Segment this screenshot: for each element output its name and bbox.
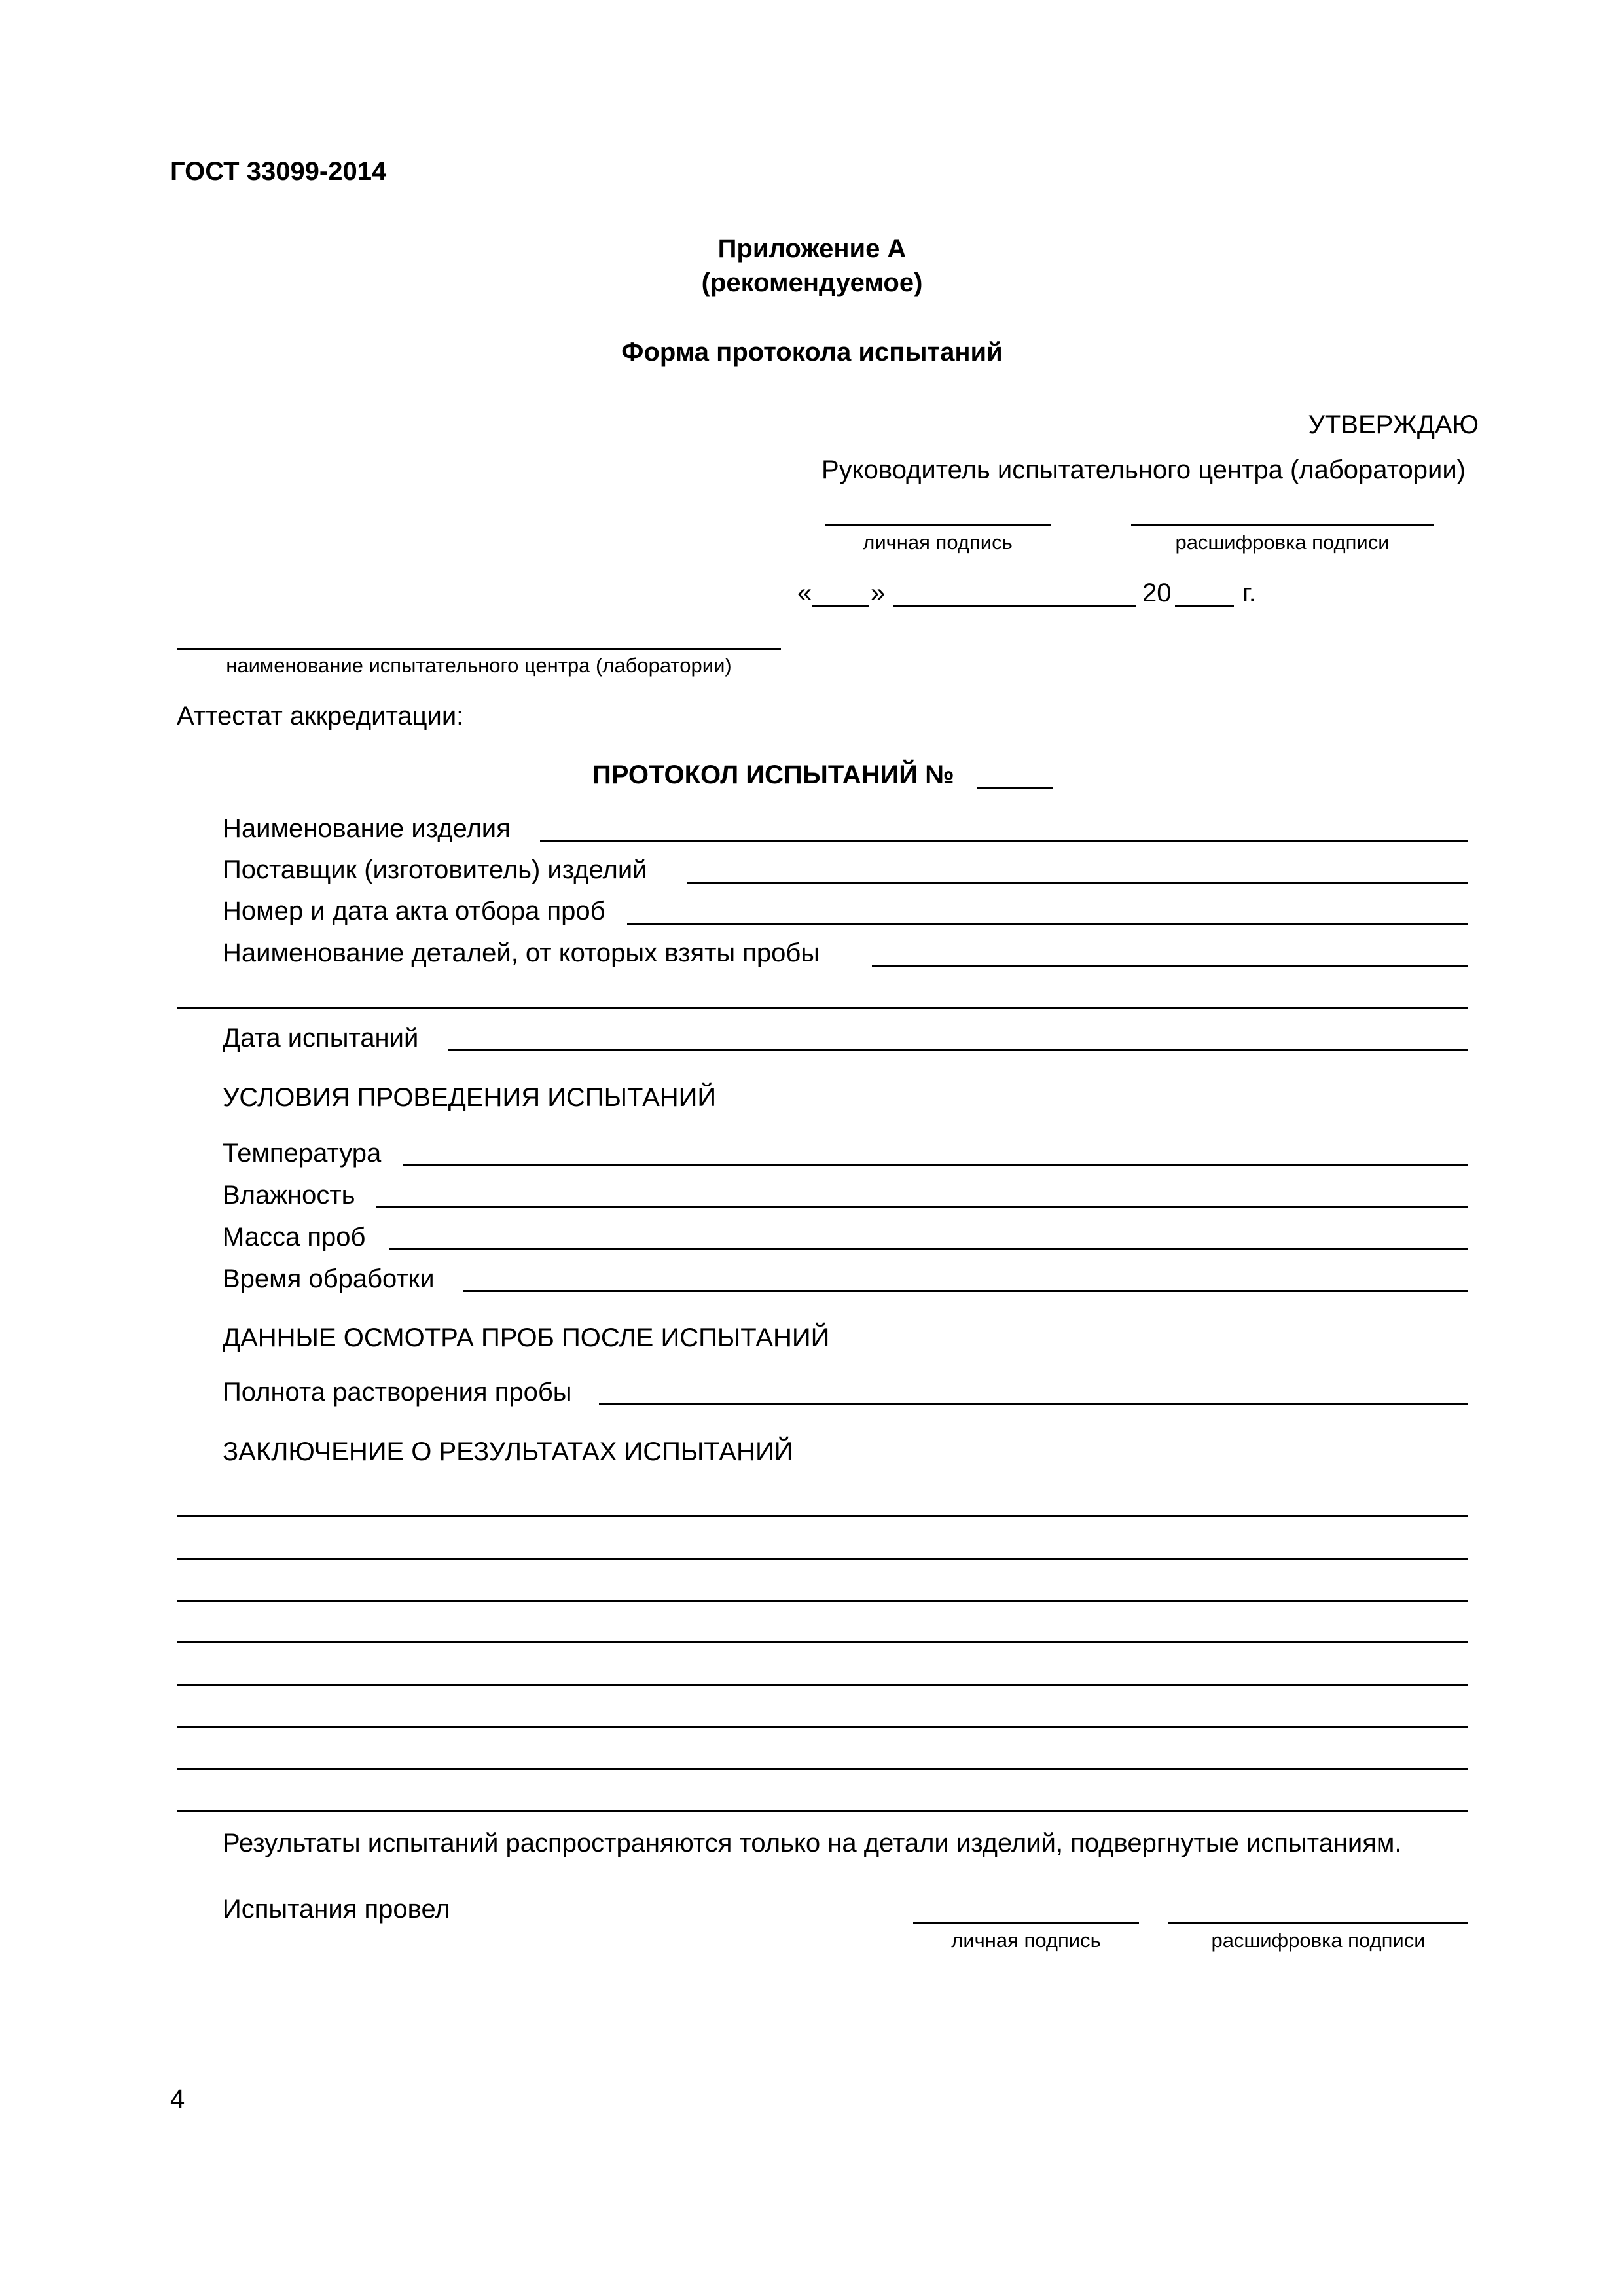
date-close-quote: » xyxy=(871,579,886,607)
approve-word: УТВЕРЖДАЮ xyxy=(1308,410,1479,439)
humidity-line[interactable] xyxy=(376,1206,1468,1208)
appendix-title: Приложение А xyxy=(717,234,907,263)
approve-decryption-caption: расшифровка подписи xyxy=(1175,531,1390,554)
date-year-suffix: г. xyxy=(1242,579,1256,607)
document-standard-number: ГОСТ 33099-2014 xyxy=(170,157,387,186)
dissolution-line[interactable] xyxy=(599,1403,1468,1405)
date-open-quote: « xyxy=(797,579,812,607)
date-month-line[interactable] xyxy=(893,605,1136,607)
supplier-line[interactable] xyxy=(687,882,1468,884)
conclusion-line[interactable] xyxy=(177,1726,1468,1728)
tester-label: Испытания провел xyxy=(223,1895,450,1924)
page-number: 4 xyxy=(170,2085,185,2113)
protocol-title: ПРОТОКОЛ ИСПЫТАНИЙ № xyxy=(592,761,954,789)
approve-signature-caption: личная подпись xyxy=(863,531,1013,554)
form-title: Форма протокола испытаний xyxy=(621,338,1003,367)
temperature-label: Температура xyxy=(223,1139,382,1168)
product-name-label: Наименование изделия xyxy=(223,814,511,843)
parts-name-label: Наименование деталей, от которых взяты пробы xyxy=(223,939,820,967)
processing-time-label: Время обработки xyxy=(223,1265,435,1293)
accreditation-label: Аттестат аккредитации: xyxy=(177,702,464,730)
conclusion-line[interactable] xyxy=(177,1641,1468,1643)
results-note: Результаты испытаний распространяются только на детали изделий, подвергнутые испытаниям. xyxy=(223,1829,1402,1857)
date-year-line[interactable] xyxy=(1175,605,1234,607)
conclusion-line[interactable] xyxy=(177,1558,1468,1560)
dissolution-label: Полнота растворения пробы xyxy=(223,1378,572,1407)
parts-name-line[interactable] xyxy=(872,965,1468,967)
humidity-label: Влажность xyxy=(223,1181,355,1210)
protocol-number-line[interactable] xyxy=(977,787,1053,789)
approve-decryption-line[interactable] xyxy=(1131,524,1434,526)
temperature-line[interactable] xyxy=(403,1164,1468,1166)
conclusion-line[interactable] xyxy=(177,1600,1468,1602)
supplier-label: Поставщик (изготовитель) изделий xyxy=(223,855,647,884)
conclusion-line[interactable] xyxy=(177,1810,1468,1812)
inspection-heading: ДАННЫЕ ОСМОТРА ПРОБ ПОСЛЕ ИСПЫТАНИЙ xyxy=(223,1323,830,1352)
approve-signature-line[interactable] xyxy=(825,524,1051,526)
sample-mass-label: Масса проб xyxy=(223,1223,366,1251)
parts-name-continuation-line[interactable] xyxy=(177,1007,1468,1009)
conditions-heading: УСЛОВИЯ ПРОВЕДЕНИЯ ИСПЫТАНИЙ xyxy=(223,1083,717,1112)
conclusion-line[interactable] xyxy=(177,1684,1468,1686)
date-year-prefix: 20 xyxy=(1142,579,1172,607)
product-name-line[interactable] xyxy=(540,840,1468,842)
test-date-line[interactable] xyxy=(448,1049,1468,1051)
lab-name-caption: наименование испытательного центра (лаборатории) xyxy=(226,654,732,677)
conclusion-heading: ЗАКЛЮЧЕНИЕ О РЕЗУЛЬТАТАХ ИСПЫТАНИЙ xyxy=(223,1437,793,1466)
conclusion-line[interactable] xyxy=(177,1515,1468,1517)
tester-signature-caption: личная подпись xyxy=(951,1929,1101,1952)
processing-time-line[interactable] xyxy=(463,1290,1468,1292)
tester-decryption-caption: расшифровка подписи xyxy=(1211,1929,1426,1952)
approve-position: Руководитель испытательного центра (лаборатории) xyxy=(821,456,1466,484)
test-date-label: Дата испытаний xyxy=(223,1024,419,1052)
sampling-act-line[interactable] xyxy=(627,923,1468,925)
tester-signature-line[interactable] xyxy=(913,1922,1139,1924)
lab-name-line[interactable] xyxy=(177,648,781,650)
tester-decryption-line[interactable] xyxy=(1168,1922,1468,1924)
sampling-act-label: Номер и дата акта отбора проб xyxy=(223,897,605,925)
date-day-line[interactable] xyxy=(812,605,869,607)
sample-mass-line[interactable] xyxy=(389,1248,1468,1250)
conclusion-line[interactable] xyxy=(177,1768,1468,1770)
appendix-subtitle: (рекомендуемое) xyxy=(701,268,923,297)
